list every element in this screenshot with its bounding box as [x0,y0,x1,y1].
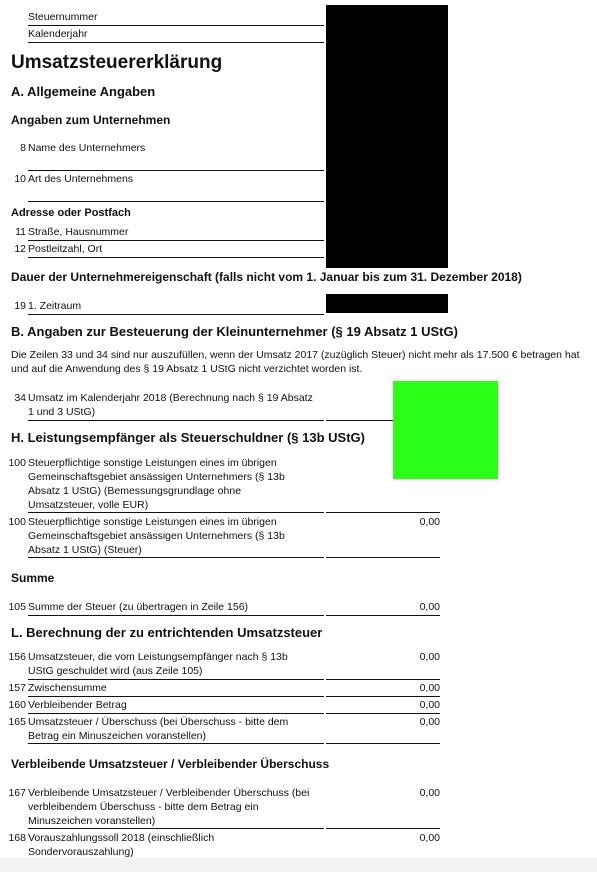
row-number: 165 [8,716,26,728]
field-input-line[interactable] [326,696,440,697]
field-label: Umsatz im Kalenderjahr 2018 (Berechnung nach § 19 Absatz 1 und 3 UStG) [28,392,313,418]
redaction-block [326,5,448,268]
row-number: 105 [8,601,26,613]
underline [28,420,324,421]
row-number: 11 [15,226,26,238]
field-value: 0,00 [419,787,440,799]
field-label: Straße, Hausnummer [28,226,129,238]
field-input-line[interactable] [326,743,440,744]
field-input-line[interactable] [28,170,324,171]
page-title: Umsatzsteuererklärung [11,52,223,73]
field-label: Name des Unternehmers [28,142,146,154]
field-input-line[interactable] [326,512,440,513]
row-number: 156 [8,651,26,663]
underline [28,512,324,513]
field-label: Steuerpflichtige sonstige Leistungen eines im übrigen Gemeinschaftsgebiet ansässigen Unternehmers (§ 13b Absatz 1 UStG) (Steuer) [28,516,285,556]
field-label: Umsatzsteuer, die vom Leistungsempfänger nach § 13b UStG geschuldet wird (aus Zeile 105) [28,651,288,677]
field-value: 0,00 [419,516,440,528]
field-label: Summe der Steuer (zu übertragen in Zeile 156) [28,601,249,613]
underline [28,743,324,744]
row-number: 100 [8,457,26,469]
underline [28,557,324,558]
address-subheading: Adresse oder Postfach [11,207,131,219]
field-input-line[interactable] [326,713,440,714]
underline [28,828,324,829]
underline [28,679,324,680]
field-value: 0,00 [419,601,440,613]
calendar-year-label: Kalenderjahr [28,28,88,40]
field-label: Verbleibende Umsatzsteuer / Verbleibender Überschuss (bei verbleibendem Überschuss - bitte dem Betrag ein Minuszeichen voranstellen) [28,787,310,827]
field-label: Zwischensumme [28,682,107,694]
row-number: 168 [8,832,26,844]
field-input-line[interactable] [28,201,324,202]
row-number: 10 [14,173,26,185]
section-b-heading: B. Angaben zur Besteuerung der Kleinunternehmer (§ 19 Absatz 1 UStG) [11,324,458,339]
row-number: 34 [14,392,26,404]
field-input-line[interactable] [28,240,324,241]
field-label: Umsatzsteuer / Überschuss (bei Überschuss - bitte dem Betrag ein Minuszeichen voranstellen) [28,716,289,742]
field-label: Art des Unternehmens [28,173,134,185]
tax-number-label: Steuernummer [28,11,98,23]
field-value: 0,00 [419,699,440,711]
highlight-block [393,381,498,479]
underline [28,615,324,616]
underline [28,42,324,43]
section-l-heading: L. Berechnung der zu entrichtenden Umsatzsteuer [11,625,323,640]
row-number: 100 [8,516,26,528]
field-label: Verbleibender Betrag [28,699,127,711]
field-input-line[interactable] [326,615,440,616]
field-value: 0,00 [419,682,440,694]
section-a-heading: A. Allgemeine Angaben [11,84,156,99]
sum-subheading: Summe [11,571,55,585]
row-number: 167 [8,787,26,799]
field-label: Postleitzahl, Ort [28,243,103,255]
section-b-note: Die Zeilen 33 und 34 sind nur auszufüllen, wenn der Umsatz 2017 (zuzüglich Steuer) nicht mehr als 17.500 € betragen hat und auf die Anwendung des § 19 Absatz 1 UStG nicht verzichtet worden ist. [11,349,580,375]
row-number: 12 [14,243,26,255]
company-subheading: Angaben zum Unternehmen [11,113,171,127]
field-input-line[interactable] [326,557,440,558]
row-number: 19 [14,300,26,312]
underline [28,713,324,714]
field-value: 0,00 [419,716,440,728]
section-h-heading: H. Leistungsempfänger als Steuerschuldner (§ 13b UStG) [11,430,365,445]
duration-subheading: Dauer der Unternehmereigenschaft (falls nicht vom 1. Januar bis zum 31. Dezember 2018) [11,270,522,284]
row-number: 160 [8,699,26,711]
remaining-subheading: Verbleibende Umsatzsteuer / Verbleibender Überschuss [11,757,330,771]
field-input-line[interactable] [28,257,324,258]
field-label: Steuerpflichtige sonstige Leistungen eines im übrigen Gemeinschaftsgebiet ansässigen Unternehmers (§ 13b Absatz 1 UStG) (Bemessungsgrundlage ohne Umsatzsteuer, volle EUR) [28,457,285,511]
field-input-line[interactable] [28,314,324,315]
field-input-line[interactable] [326,828,440,829]
redaction-block [326,294,448,313]
field-value: 0,00 [419,651,440,663]
field-value: 0,00 [419,832,440,844]
field-label: Vorauszahlungssoll 2018 (einschließlich Sondervorauszahlung) [28,832,215,858]
underline [28,696,324,697]
underline [28,25,324,26]
field-label: 1. Zeitraum [28,300,82,312]
row-number: 157 [8,682,26,694]
field-input-line[interactable] [326,679,440,680]
row-number: 8 [20,142,26,154]
